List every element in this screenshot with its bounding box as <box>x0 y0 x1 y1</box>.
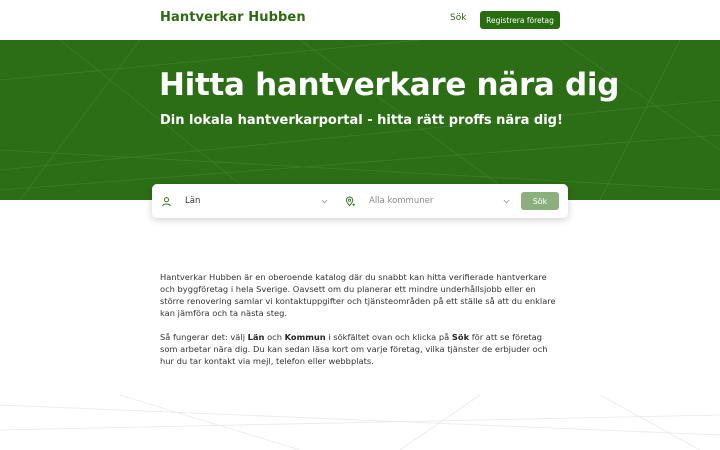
how-text: för att se företag som arbetar nära dig. Du kan sedan läsa kort om varje företag, vilka tjänster de erbjuder och hur du tar kontakt via mejl, telefon eller webbplats. <box>160 332 548 366</box>
decorative-bottom-lines <box>0 395 720 450</box>
kommun-keyword: Kommun <box>284 332 326 342</box>
nav-search-link[interactable]: Sök <box>450 13 467 23</box>
chevron-down-icon <box>502 197 510 205</box>
how-it-works-paragraph <box>160 331 560 367</box>
lan-keyword: Län <box>247 332 265 342</box>
hero-section <box>0 40 720 200</box>
how-text: Så fungerar det: välj <box>160 332 248 342</box>
map-pin-icon <box>344 195 356 207</box>
sok-keyword: Sök <box>451 332 470 342</box>
brand-logo-link[interactable]: Hantverkar Hubben <box>160 10 306 25</box>
hero-subtitle: Din lokala hantverkarportal - hitta rätt proffs nära dig! <box>160 113 563 128</box>
search-button[interactable]: Sök <box>521 192 559 210</box>
kommun-select-value: Alla kommuner <box>369 196 434 206</box>
how-text: och <box>264 332 285 342</box>
intro-paragraph: Hantverkar Hubben är en oberoende katalog där du snabbt kan hitta verifierade hantverkare och byggföretag i hela Sverige. Oavsett om du planerar ett mindre underhållsjobb eller en större renovering samlar vi kontaktuppgifter och tjänsteområden på ett ställe så att du enklare kan jämföra och ta nästa steg. <box>160 272 556 318</box>
chevron-down-icon <box>320 197 328 205</box>
site-header <box>0 0 720 40</box>
hero-title: Hitta hantverkare nära dig <box>159 67 620 103</box>
lan-select[interactable] <box>160 184 328 218</box>
person-icon <box>160 195 172 207</box>
kommun-select[interactable] <box>344 184 510 218</box>
intro-content <box>160 271 560 379</box>
lan-select-value: Län <box>185 196 201 206</box>
how-text: i sökfältet ovan och klicka på <box>325 332 452 342</box>
register-company-button[interactable]: Registrera företag <box>480 11 560 29</box>
search-card <box>152 184 568 218</box>
